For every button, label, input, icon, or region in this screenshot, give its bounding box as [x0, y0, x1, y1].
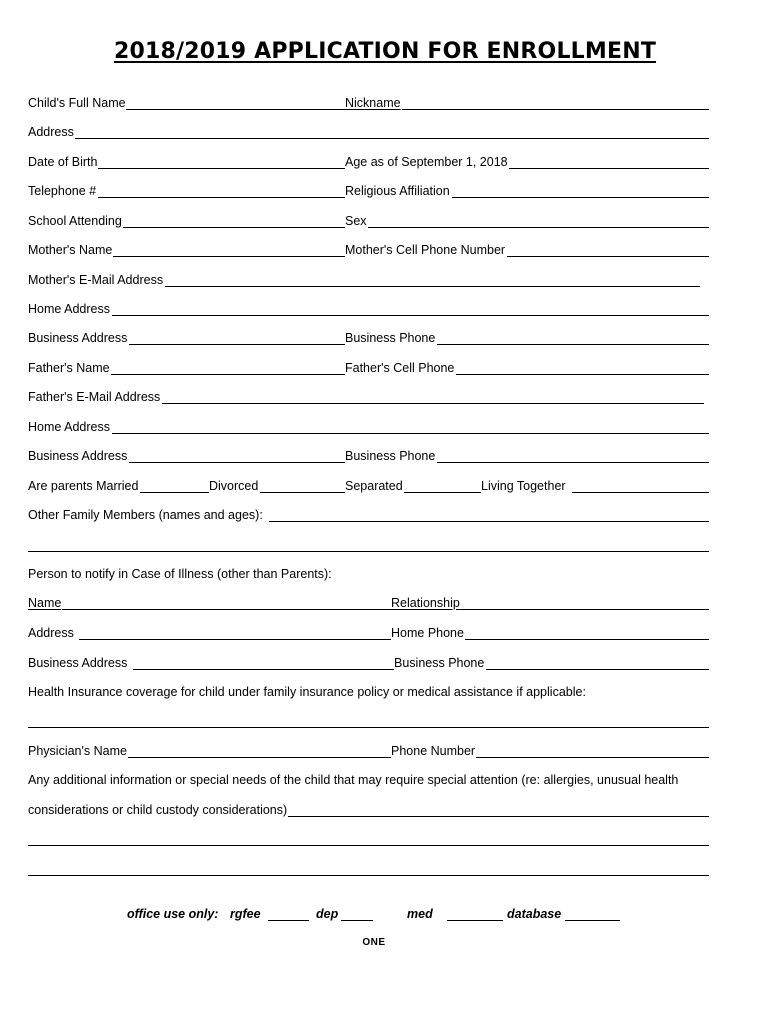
religious-affiliation-field[interactable]	[452, 197, 709, 198]
page-footer: ONE	[362, 937, 386, 948]
row-mother	[0, 243, 770, 263]
row-child-name	[0, 96, 770, 116]
date-of-birth-field[interactable]	[98, 168, 345, 169]
business-phone-label: Business Phone	[345, 449, 436, 463]
notify-address-field[interactable]	[79, 639, 391, 640]
business-address-label: Business Address	[28, 449, 128, 463]
mothers-name-label: Mother's Name	[28, 243, 113, 257]
phone-number-field[interactable]	[476, 757, 709, 758]
home-address-label: Home Address	[28, 420, 110, 434]
row-physician	[0, 744, 770, 764]
nickname-field[interactable]	[402, 109, 709, 110]
notify-business-phone-label: Business Phone	[394, 656, 485, 670]
row-father-email	[0, 390, 770, 410]
school-attending-field[interactable]	[123, 227, 345, 228]
office-use-label: office use only:	[127, 907, 219, 921]
row-business-2	[0, 449, 770, 469]
age-label: Age as of September 1, 2018	[345, 155, 508, 169]
notify-relationship-field[interactable]	[460, 609, 709, 610]
living-together-field[interactable]	[572, 492, 709, 493]
telephone-field[interactable]	[98, 197, 345, 198]
person-to-notify-label: Person to notify in Case of Illness (other than Parents):	[28, 567, 332, 581]
childs-full-name-field[interactable]	[126, 109, 345, 110]
notify-relationship-label: Relationship	[391, 596, 460, 610]
office-rgfee-label: rgfee	[230, 907, 261, 921]
row-father	[0, 361, 770, 381]
additional-info-field-line-2[interactable]	[28, 845, 709, 846]
mothers-email-label: Mother's E-Mail Address	[28, 273, 164, 287]
health-insurance-label: Health Insurance coverage for child under family insurance policy or medical assistance if applicable:	[28, 685, 586, 699]
notify-address-label: Address	[28, 626, 74, 640]
fathers-email-field[interactable]	[162, 403, 704, 404]
physicians-name-label: Physician's Name	[28, 744, 127, 758]
nickname-label: Nickname	[345, 96, 401, 110]
business-address-label: Business Address	[28, 331, 128, 345]
health-insurance-field[interactable]	[28, 727, 709, 728]
address-label: Address	[28, 125, 74, 139]
notify-home-phone-field[interactable]	[465, 639, 709, 640]
parents-married-field[interactable]	[140, 492, 209, 493]
row-mother-email	[0, 273, 770, 293]
notify-name-field[interactable]	[62, 609, 391, 610]
fathers-email-label: Father's E-Mail Address	[28, 390, 161, 404]
notify-name-label: Name	[28, 596, 62, 610]
address-field[interactable]	[75, 138, 709, 139]
office-database-field[interactable]	[565, 920, 620, 921]
fathers-cell-field[interactable]	[456, 374, 709, 375]
phone-number-label: Phone Number	[391, 744, 476, 758]
office-use-row	[0, 907, 770, 927]
mothers-cell-label: Mother's Cell Phone Number	[345, 243, 506, 257]
mothers-email-field[interactable]	[165, 286, 700, 287]
row-business-1	[0, 331, 770, 351]
home-address-field[interactable]	[112, 315, 709, 316]
notify-business-address-field[interactable]	[133, 669, 394, 670]
separated-field[interactable]	[404, 492, 481, 493]
office-med-label: med	[407, 907, 433, 921]
business-address-field[interactable]	[129, 344, 345, 345]
row-home-address-2	[0, 420, 770, 440]
school-attending-label: School Attending	[28, 214, 122, 228]
office-med-field[interactable]	[447, 920, 503, 921]
row-additional-info-1	[0, 773, 770, 793]
living-together-label: Living Together	[481, 479, 566, 493]
additional-info-field[interactable]	[288, 816, 709, 817]
row-notify-name	[0, 596, 770, 616]
sex-field[interactable]	[368, 227, 709, 228]
form-title: 2018/2019 APPLICATION FOR ENROLLMENT	[113, 39, 657, 64]
mothers-name-field[interactable]	[113, 256, 345, 257]
office-database-label: database	[507, 907, 562, 921]
business-address-field[interactable]	[129, 462, 345, 463]
childs-full-name-label: Child's Full Name	[28, 96, 126, 110]
date-of-birth-label: Date of Birth	[28, 155, 98, 169]
row-address	[0, 125, 770, 145]
notify-business-address-label: Business Address	[28, 656, 128, 670]
mothers-cell-field[interactable]	[507, 256, 709, 257]
row-dob	[0, 155, 770, 175]
home-address-field[interactable]	[112, 433, 709, 434]
row-other-family	[0, 508, 770, 528]
additional-info-field-line-3[interactable]	[28, 875, 709, 876]
other-family-field[interactable]	[269, 521, 709, 522]
row-parents-status	[0, 479, 770, 499]
separated-label: Separated	[345, 479, 403, 493]
telephone-label: Telephone #	[28, 184, 97, 198]
business-phone-label: Business Phone	[345, 331, 436, 345]
other-family-field-line-2[interactable]	[28, 551, 709, 552]
business-phone-field[interactable]	[437, 462, 709, 463]
row-person-to-notify	[0, 567, 770, 587]
additional-info-label: Any additional information or special needs of the child that may require special attention (re: allergies, unusual health	[28, 773, 679, 787]
row-health-insurance	[0, 685, 770, 705]
parents-married-label: Are parents Married	[28, 479, 139, 493]
row-home-address-1	[0, 302, 770, 322]
office-dep-field[interactable]	[341, 920, 373, 921]
divorced-field[interactable]	[260, 492, 345, 493]
additional-info-label-2: considerations or child custody considerations)	[28, 803, 288, 817]
sex-label: Sex	[345, 214, 367, 228]
row-additional-info-2	[0, 803, 770, 823]
row-school	[0, 214, 770, 234]
physicians-name-field[interactable]	[128, 757, 391, 758]
fathers-name-label: Father's Name	[28, 361, 110, 375]
notify-home-phone-label: Home Phone	[391, 626, 464, 640]
office-dep-label: dep	[316, 907, 339, 921]
business-phone-field[interactable]	[437, 344, 709, 345]
row-notify-business	[0, 656, 770, 676]
divorced-label: Divorced	[209, 479, 259, 493]
other-family-label: Other Family Members (names and ages):	[28, 508, 263, 522]
row-telephone	[0, 184, 770, 204]
fathers-name-field[interactable]	[111, 374, 345, 375]
religious-affiliation-label: Religious Affiliation	[345, 184, 450, 198]
row-notify-address	[0, 626, 770, 646]
notify-business-phone-field[interactable]	[486, 669, 709, 670]
age-field[interactable]	[509, 168, 709, 169]
fathers-cell-label: Father's Cell Phone	[345, 361, 455, 375]
home-address-label: Home Address	[28, 302, 110, 316]
office-rgfee-field[interactable]	[268, 920, 309, 921]
